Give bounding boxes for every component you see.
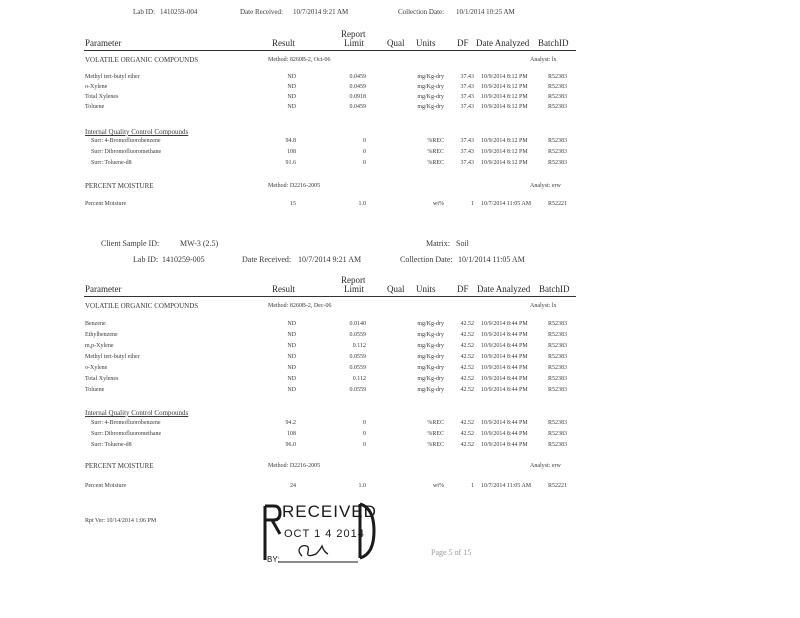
- row-result: ND: [287, 365, 296, 371]
- row-df: 37.43: [460, 149, 474, 155]
- row-units: mg/Kg-dry: [417, 321, 444, 327]
- row-df: 42.52: [460, 442, 474, 448]
- header-rule: [84, 50, 576, 51]
- row-df: 42.52: [460, 343, 474, 349]
- row-units: mg/Kg-dry: [417, 94, 444, 100]
- row-units: %REC: [427, 149, 444, 155]
- row-date-analyzed: 10/9/2014 8:12 PM: [481, 104, 528, 110]
- matrix-value: Soil: [456, 239, 469, 248]
- row-parameter: Total Xylenes: [85, 94, 119, 100]
- row-units: mg/Kg-dry: [417, 387, 444, 393]
- row-date-analyzed: 10/9/2014 8:12 PM: [481, 138, 528, 144]
- stamp-received-text: RECEIVED: [282, 502, 377, 521]
- row-result: ND: [287, 94, 296, 100]
- row-result: ND: [287, 387, 296, 393]
- lab-id-label: Lab ID:: [133, 255, 159, 264]
- row-result: 24: [290, 483, 296, 489]
- row-df: 1: [471, 201, 474, 207]
- client-sample-id-value: MW-3 (2.5): [180, 239, 219, 248]
- row-parameter: o-Xylene: [85, 84, 108, 90]
- row-batch-id: R52383: [548, 74, 568, 80]
- section-method: Method: 8260B-2, Oct-06: [268, 57, 331, 63]
- row-df: 42.52: [460, 387, 474, 393]
- row-df: 42.52: [460, 321, 474, 327]
- row-result: ND: [287, 332, 296, 338]
- row-batch-id: R52383: [548, 160, 568, 166]
- row-date-analyzed: 10/9/2014 8:44 PM: [481, 376, 528, 382]
- row-date-analyzed: 10/7/2014 11:05 AM: [481, 483, 532, 489]
- date-received-value: 10/7/2014 9:21 AM: [293, 8, 349, 16]
- row-report-limit: 0: [363, 420, 366, 426]
- row-parameter: Surr: Toluene-d8: [91, 160, 132, 166]
- row-date-analyzed: 10/9/2014 8:12 PM: [481, 74, 528, 80]
- row-df: 37.43: [460, 84, 474, 90]
- row-date-analyzed: 10/9/2014 8:44 PM: [481, 431, 528, 437]
- row-units: mg/Kg-dry: [417, 332, 444, 338]
- row-batch-id: R52383: [548, 387, 568, 393]
- row-df: 42.52: [460, 354, 474, 360]
- row-parameter: o-Xylene: [85, 365, 108, 371]
- row-parameter: Surr: 4-Bromofluorobenzene: [91, 138, 161, 144]
- row-batch-id: R52383: [548, 332, 568, 338]
- row-units: mg/Kg-dry: [417, 84, 444, 90]
- row-batch-id: R52383: [548, 431, 568, 437]
- col-header-result: Result: [272, 38, 296, 48]
- row-batch-id: R52383: [548, 321, 568, 327]
- row-df: 42.52: [460, 365, 474, 371]
- row-units: %REC: [427, 431, 444, 437]
- row-df: 37.43: [460, 104, 474, 110]
- row-date-analyzed: 10/9/2014 8:12 PM: [481, 160, 528, 166]
- col-header-df: DF: [457, 284, 469, 294]
- row-df: 37.43: [460, 160, 474, 166]
- row-batch-id: R52383: [548, 104, 568, 110]
- row-date-analyzed: 10/9/2014 8:12 PM: [481, 94, 528, 100]
- col-header-limit: Limit: [344, 38, 364, 48]
- col-header-parameter: Parameter: [85, 284, 122, 294]
- row-batch-id: R52383: [548, 149, 568, 155]
- qc-title: Internal Quality Control Compounds: [85, 128, 189, 136]
- row-date-analyzed: 10/9/2014 8:44 PM: [481, 420, 528, 426]
- col-header-units: Units: [416, 284, 436, 294]
- col-header-report: Report: [341, 275, 366, 285]
- col-header-df: DF: [457, 38, 469, 48]
- row-date-analyzed: 10/9/2014 8:44 PM: [481, 332, 528, 338]
- lab-id-value: 1410259-005: [162, 255, 205, 264]
- row-batch-id: R52383: [548, 138, 568, 144]
- row-report-limit: 0.0559: [349, 354, 366, 360]
- row-report-limit: 1.0: [358, 201, 366, 207]
- col-header-batch-id: BatchID: [538, 38, 569, 48]
- lab-id-value: 1410259-004: [160, 8, 198, 16]
- collection-date-value: 10/1/2014 10:25 AM: [456, 8, 515, 16]
- row-date-analyzed: 10/9/2014 8:44 PM: [481, 365, 528, 371]
- col-header-report: Report: [341, 29, 366, 39]
- col-header-units: Units: [416, 38, 436, 48]
- section-analyst: Analyst: lx: [530, 57, 557, 63]
- row-batch-id: R52383: [548, 354, 568, 360]
- row-report-limit: 0.112: [352, 376, 366, 382]
- row-report-limit: 1.0: [358, 483, 366, 489]
- row-batch-id: R52383: [548, 365, 568, 371]
- col-header-date-analyzed: Date Analyzed: [476, 38, 530, 48]
- row-result: 91.6: [285, 160, 296, 166]
- row-parameter: Total Xylenes: [85, 376, 119, 382]
- row-report-limit: 0: [363, 431, 366, 437]
- row-units: wt%: [433, 483, 444, 489]
- row-parameter: Toluene: [85, 387, 105, 393]
- collection-date-label: Collection Date:: [400, 255, 453, 264]
- stamp-date: OCT 1 4 2014: [284, 528, 365, 540]
- row-units: mg/Kg-dry: [417, 365, 444, 371]
- row-df: 37.43: [460, 138, 474, 144]
- row-result: 94.2: [285, 420, 296, 426]
- row-report-limit: 0: [363, 442, 366, 448]
- qc-title: Internal Quality Control Compounds: [85, 409, 189, 417]
- row-parameter: Percent Moisture: [85, 483, 127, 489]
- pm-method: Method: D2216-2005: [268, 183, 321, 189]
- row-units: mg/Kg-dry: [417, 74, 444, 80]
- row-result: 15: [290, 201, 296, 207]
- row-df: 42.52: [460, 332, 474, 338]
- row-df: 42.52: [460, 376, 474, 382]
- section-analyst: Analyst: lx: [530, 303, 557, 309]
- row-df: 42.52: [460, 420, 474, 426]
- row-df: 42.52: [460, 431, 474, 437]
- row-result: 96.0: [285, 442, 296, 448]
- row-date-analyzed: 10/9/2014 8:44 PM: [481, 387, 528, 393]
- row-units: %REC: [427, 442, 444, 448]
- row-date-analyzed: 10/9/2014 8:44 PM: [481, 354, 528, 360]
- date-received-label: Date Received:: [240, 8, 283, 16]
- row-batch-id: R52383: [548, 420, 568, 426]
- row-batch-id: R52383: [548, 84, 568, 90]
- col-header-parameter: Parameter: [85, 38, 122, 48]
- row-report-limit: 0.0918: [349, 94, 366, 100]
- received-stamp: [262, 500, 377, 568]
- col-header-limit: Limit: [344, 284, 364, 294]
- row-report-limit: 0.0459: [349, 104, 366, 110]
- row-result: ND: [287, 354, 296, 360]
- matrix-label: Matrix:: [426, 239, 450, 248]
- row-units: mg/Kg-dry: [417, 376, 444, 382]
- row-date-analyzed: 10/9/2014 8:44 PM: [481, 343, 528, 349]
- col-header-batch-id: BatchID: [539, 284, 570, 294]
- client-sample-id-label: Client Sample ID:: [101, 239, 160, 248]
- row-parameter: Surr: Dibromofluoromethane: [91, 431, 162, 437]
- row-report-limit: 0.0140: [349, 321, 366, 327]
- col-header-date-analyzed: Date Analyzed: [477, 284, 531, 294]
- row-batch-id: R52221: [548, 201, 568, 207]
- row-parameter: Ethylbenzene: [85, 332, 118, 338]
- row-batch-id: R52383: [548, 94, 568, 100]
- row-batch-id: R52221: [548, 483, 568, 489]
- pm-analyst: Analyst: erw: [530, 183, 561, 189]
- pm-title: PERCENT MOISTURE: [85, 462, 154, 470]
- collection-date-label: Collection Date:: [398, 8, 445, 16]
- row-df: 37.43: [460, 94, 474, 100]
- row-result: ND: [287, 74, 296, 80]
- collection-date-value: 10/1/2014 11:05 AM: [458, 255, 525, 264]
- row-units: mg/Kg-dry: [417, 354, 444, 360]
- col-header-qual: Qual: [387, 284, 405, 294]
- row-units: mg/Kg-dry: [417, 343, 444, 349]
- row-result: ND: [287, 84, 296, 90]
- row-df: 37.43: [460, 74, 474, 80]
- row-units: wt%: [433, 201, 444, 207]
- row-result: 108: [287, 149, 296, 155]
- date-received-label: Date Received:: [242, 255, 292, 264]
- row-date-analyzed: 10/7/2014 11:05 AM: [481, 201, 532, 207]
- date-received-value: 10/7/2014 9:21 AM: [298, 255, 362, 264]
- stamp-by-label: BY:: [267, 555, 280, 564]
- row-report-limit: 0.0559: [349, 365, 366, 371]
- row-parameter: Surr: Dibromofluoromethane: [91, 149, 162, 155]
- page-number: Page 5 of 15: [431, 548, 472, 557]
- row-parameter: Toluene: [85, 104, 105, 110]
- pm-method: Method: D2216-2005: [268, 463, 321, 469]
- row-report-limit: 0.0459: [349, 74, 366, 80]
- row-report-limit: 0: [363, 160, 366, 166]
- row-batch-id: R52383: [548, 376, 568, 382]
- row-date-analyzed: 10/9/2014 8:44 PM: [481, 442, 528, 448]
- col-header-result: Result: [272, 284, 296, 294]
- row-result: ND: [287, 321, 296, 327]
- row-batch-id: R52383: [548, 442, 568, 448]
- row-report-limit: 0.0559: [349, 332, 366, 338]
- row-result: 94.8: [285, 138, 296, 144]
- section-title: VOLATILE ORGANIC COMPOUNDS: [85, 56, 199, 64]
- row-report-limit: 0.112: [352, 343, 366, 349]
- row-parameter: m,p-Xylene: [85, 343, 114, 349]
- lab-id-label: Lab ID:: [133, 8, 155, 16]
- row-result: ND: [287, 104, 296, 110]
- row-parameter: Percent Moisture: [85, 201, 127, 207]
- row-date-analyzed: 10/9/2014 8:12 PM: [481, 84, 528, 90]
- row-parameter: Methyl tert-butyl ether: [85, 354, 140, 360]
- row-report-limit: 0: [363, 138, 366, 144]
- row-units: %REC: [427, 420, 444, 426]
- row-parameter: Surr: 4-Bromofluorobenzene: [91, 420, 161, 426]
- row-date-analyzed: 10/9/2014 8:12 PM: [481, 149, 528, 155]
- row-report-limit: 0.0459: [349, 84, 366, 90]
- pm-analyst: Analyst: erw: [530, 463, 561, 469]
- row-df: 1: [471, 483, 474, 489]
- row-parameter: Surr: Toluene-d8: [91, 442, 132, 448]
- row-report-limit: 0.0559: [349, 387, 366, 393]
- section-method: Method: 8260B-2, Dec-06: [268, 303, 332, 309]
- report-version: Rpt Ver: 10/14/2014 1:06 PM: [85, 518, 157, 524]
- header-rule: [84, 296, 576, 297]
- row-parameter: Methyl tert-butyl ether: [85, 74, 140, 80]
- row-date-analyzed: 10/9/2014 8:44 PM: [481, 321, 528, 327]
- col-header-qual: Qual: [387, 38, 405, 48]
- row-result: ND: [287, 376, 296, 382]
- row-units: %REC: [427, 138, 444, 144]
- row-batch-id: R52383: [548, 343, 568, 349]
- row-parameter: Benzene: [85, 321, 106, 327]
- pm-title: PERCENT MOISTURE: [85, 182, 154, 190]
- row-units: %REC: [427, 160, 444, 166]
- section-title: VOLATILE ORGANIC COMPOUNDS: [85, 302, 199, 310]
- row-report-limit: 0: [363, 149, 366, 155]
- row-result: ND: [287, 343, 296, 349]
- row-units: mg/Kg-dry: [417, 104, 444, 110]
- row-result: 108: [287, 431, 296, 437]
